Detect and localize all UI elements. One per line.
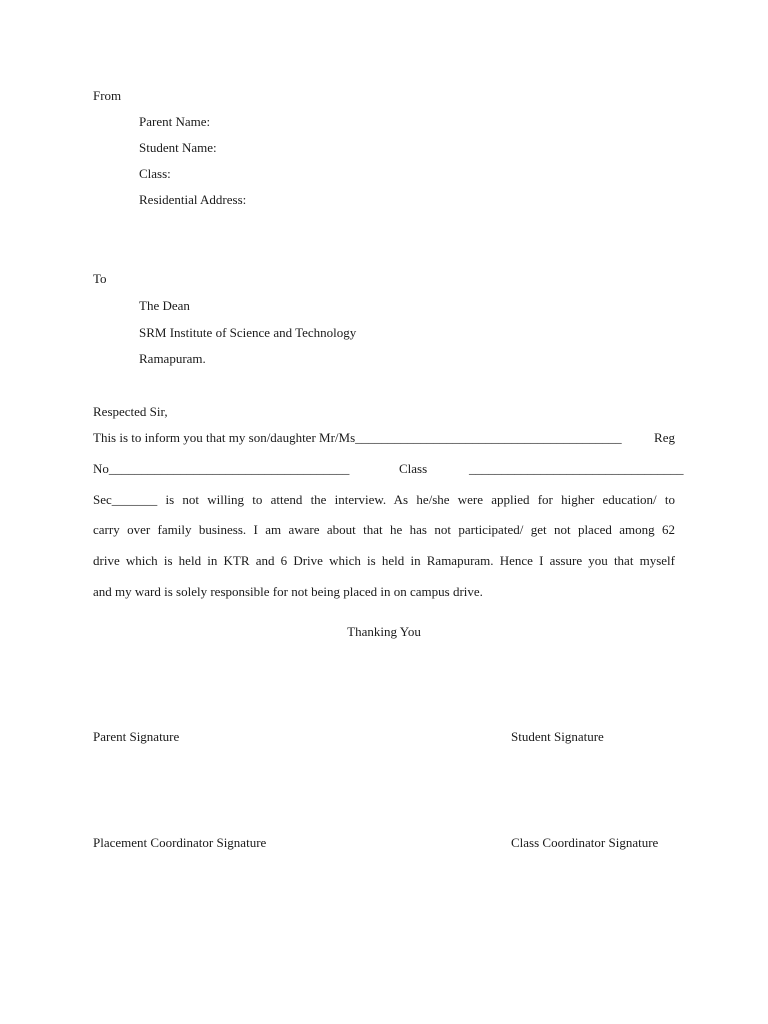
class-blank: _________________________________ — [469, 461, 684, 476]
class-label: Class — [399, 461, 428, 476]
parent-name-field: Parent Name: — [139, 114, 211, 129]
recipient-title: The Dean — [139, 298, 190, 313]
residential-address-field: Residential Address: — [139, 192, 247, 207]
to-heading: To — [93, 271, 107, 286]
class-coordinator-signature-label: Class Coordinator Signature — [511, 835, 659, 850]
parent-signature-label: Parent Signature — [93, 729, 180, 744]
placement-coordinator-signature-label: Placement Coordinator Signature — [93, 835, 267, 850]
body-line-1 — [93, 430, 675, 446]
recipient-institution: SRM Institute of Science and Technology — [139, 325, 357, 340]
body-line-3: Sec_______ is not willing to attend the interview. As he/she were applied for higher education/ to — [93, 492, 675, 507]
body-line-1-text: This is to inform you that my son/daughter Mr/Ms_________________________________________ — [93, 430, 622, 445]
body-line-1-reg: Reg — [654, 430, 675, 445]
recipient-location: Ramapuram. — [139, 351, 206, 366]
body-line-5: drive which is held in KTR and 6 Drive which is held in Ramapuram. Hence I assure you that myself — [93, 553, 675, 568]
body-line-6: and my ward is solely responsible for not being placed in on campus drive. — [93, 584, 483, 599]
closing: Thanking You — [347, 624, 421, 639]
student-name-field: Student Name: — [139, 140, 217, 155]
from-heading: From — [93, 88, 122, 103]
salutation: Respected Sir, — [93, 404, 168, 419]
body-line-4: carry over family business. I am aware about that he has not participated/ get not placed among 62 — [93, 522, 675, 537]
reg-no-blank: No_____________________________________ — [93, 461, 350, 476]
class-field: Class: — [139, 166, 171, 181]
student-signature-label: Student Signature — [511, 729, 604, 744]
